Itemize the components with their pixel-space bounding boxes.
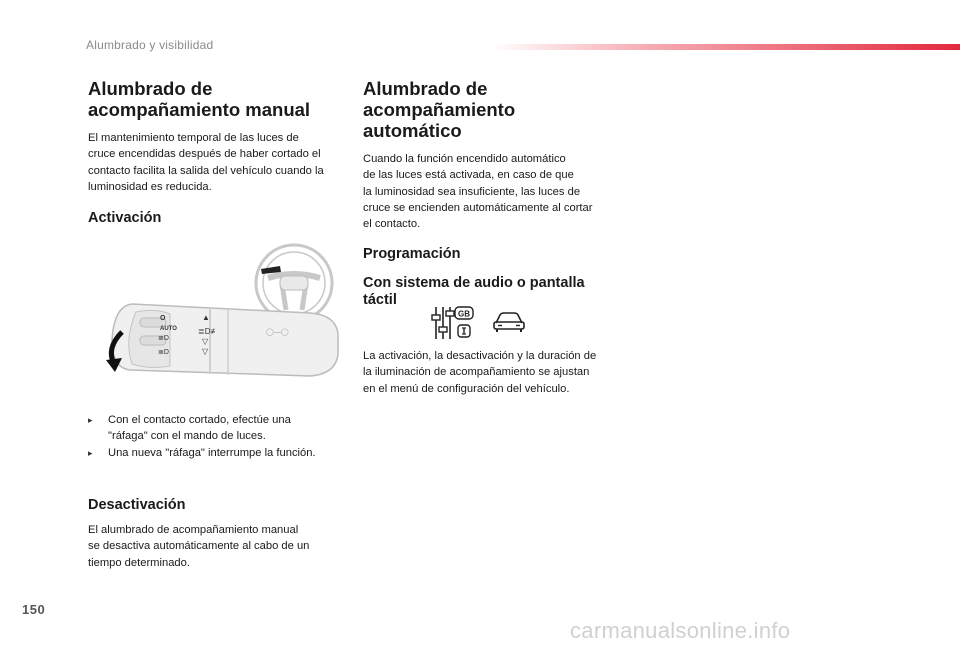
deactivation-text (88, 522, 348, 571)
system-heading-line2: táctil (363, 292, 397, 309)
activation-steps (88, 412, 348, 461)
settings-sliders-icon (430, 305, 475, 341)
settings-line: en el menú de configuración del vehículo. (363, 382, 570, 395)
car-icon (492, 311, 526, 333)
watermark: carmanualsonline.info (570, 618, 791, 643)
left-column (88, 78, 346, 227)
system-heading-line1: Con sistema de audio o pantalla (363, 275, 585, 292)
light-stalk-illustration (100, 236, 345, 386)
page-number: 150 (22, 602, 46, 617)
svg-text:▽: ▽ (202, 337, 209, 346)
settings-description (363, 348, 625, 397)
bullet-line: Con el contacto cortado, efectúe una (108, 414, 291, 426)
settings-line: la iluminación de acompañamiento se ajustan (363, 366, 590, 379)
manual-intro-line: contacto facilita la salida del vehículo cuando la (88, 164, 324, 177)
bullet-line: Una nueva "ráfaga" interrumpe la función. (108, 446, 316, 459)
svg-text:▲: ▲ (202, 313, 210, 322)
manual-intro-line: luminosidad es reducida. (88, 180, 212, 193)
automatic-title-line3: automático (363, 120, 462, 141)
deactivation-section (88, 497, 348, 571)
automatic-intro-line: el contacto. (363, 218, 421, 231)
manual-intro-line: cruce encendidas después de haber cortado el (88, 148, 321, 161)
bullet-marker-icon: ▸ (88, 447, 93, 458)
deactivation-line: tiempo determinado. (88, 556, 190, 569)
manual-title-line1: Alumbrado de (88, 78, 213, 99)
manual-title (88, 78, 346, 120)
programming-heading: Programación (363, 246, 461, 263)
settings-line: La activación, la desactivación y la duración de (363, 350, 597, 362)
svg-text:≣D≢: ≣D≢ (198, 327, 219, 336)
deactivation-line: El alumbrado de acompañamiento manual (88, 524, 299, 536)
section-title: Alumbrado y visibilidad (86, 38, 214, 52)
manual-intro (88, 130, 346, 195)
language-badge: GB (458, 309, 470, 319)
svg-text:≣D: ≣D (158, 335, 169, 342)
automatic-intro-line: la luminosidad sea insuficiente, las luces de (363, 185, 581, 198)
automatic-title (363, 78, 621, 141)
svg-text:▽: ▽ (202, 347, 209, 356)
right-column (363, 78, 621, 309)
bullet-line: "ráfaga" con el mando de luces. (108, 430, 266, 443)
header-accent-bar (490, 44, 960, 50)
automatic-intro-line: cruce se encienden automáticamente al cortar (363, 201, 593, 214)
automatic-title-line1: Alumbrado de (363, 78, 488, 99)
stalk-icon (112, 304, 338, 376)
svg-text:◯—◯: ◯—◯ (266, 329, 289, 336)
bullet-item (88, 445, 348, 461)
automatic-intro-line: Cuando la función encendido automático (363, 153, 566, 165)
automatic-intro-line: de las luces está activada, en caso de que (363, 169, 574, 182)
steering-wheel-icon (256, 245, 332, 321)
manual-title-line2: acompañamiento manual (88, 99, 311, 120)
svg-text:O: O (160, 315, 166, 322)
automatic-intro (363, 151, 621, 232)
stalk-auto-label: AUTO (160, 326, 177, 332)
system-heading (363, 275, 621, 309)
activation-heading: Activación (88, 210, 162, 227)
svg-text:≣D: ≣D (158, 349, 169, 356)
manual-intro-line: El mantenimiento temporal de las luces de (88, 132, 299, 144)
bullet-marker-icon: ▸ (88, 415, 93, 425)
bullet-item (88, 412, 348, 445)
deactivation-line: se desactiva automáticamente al cabo de un (88, 540, 310, 553)
deactivation-heading: Desactivación (88, 497, 186, 513)
automatic-title-line2: acompañamiento (363, 99, 516, 120)
